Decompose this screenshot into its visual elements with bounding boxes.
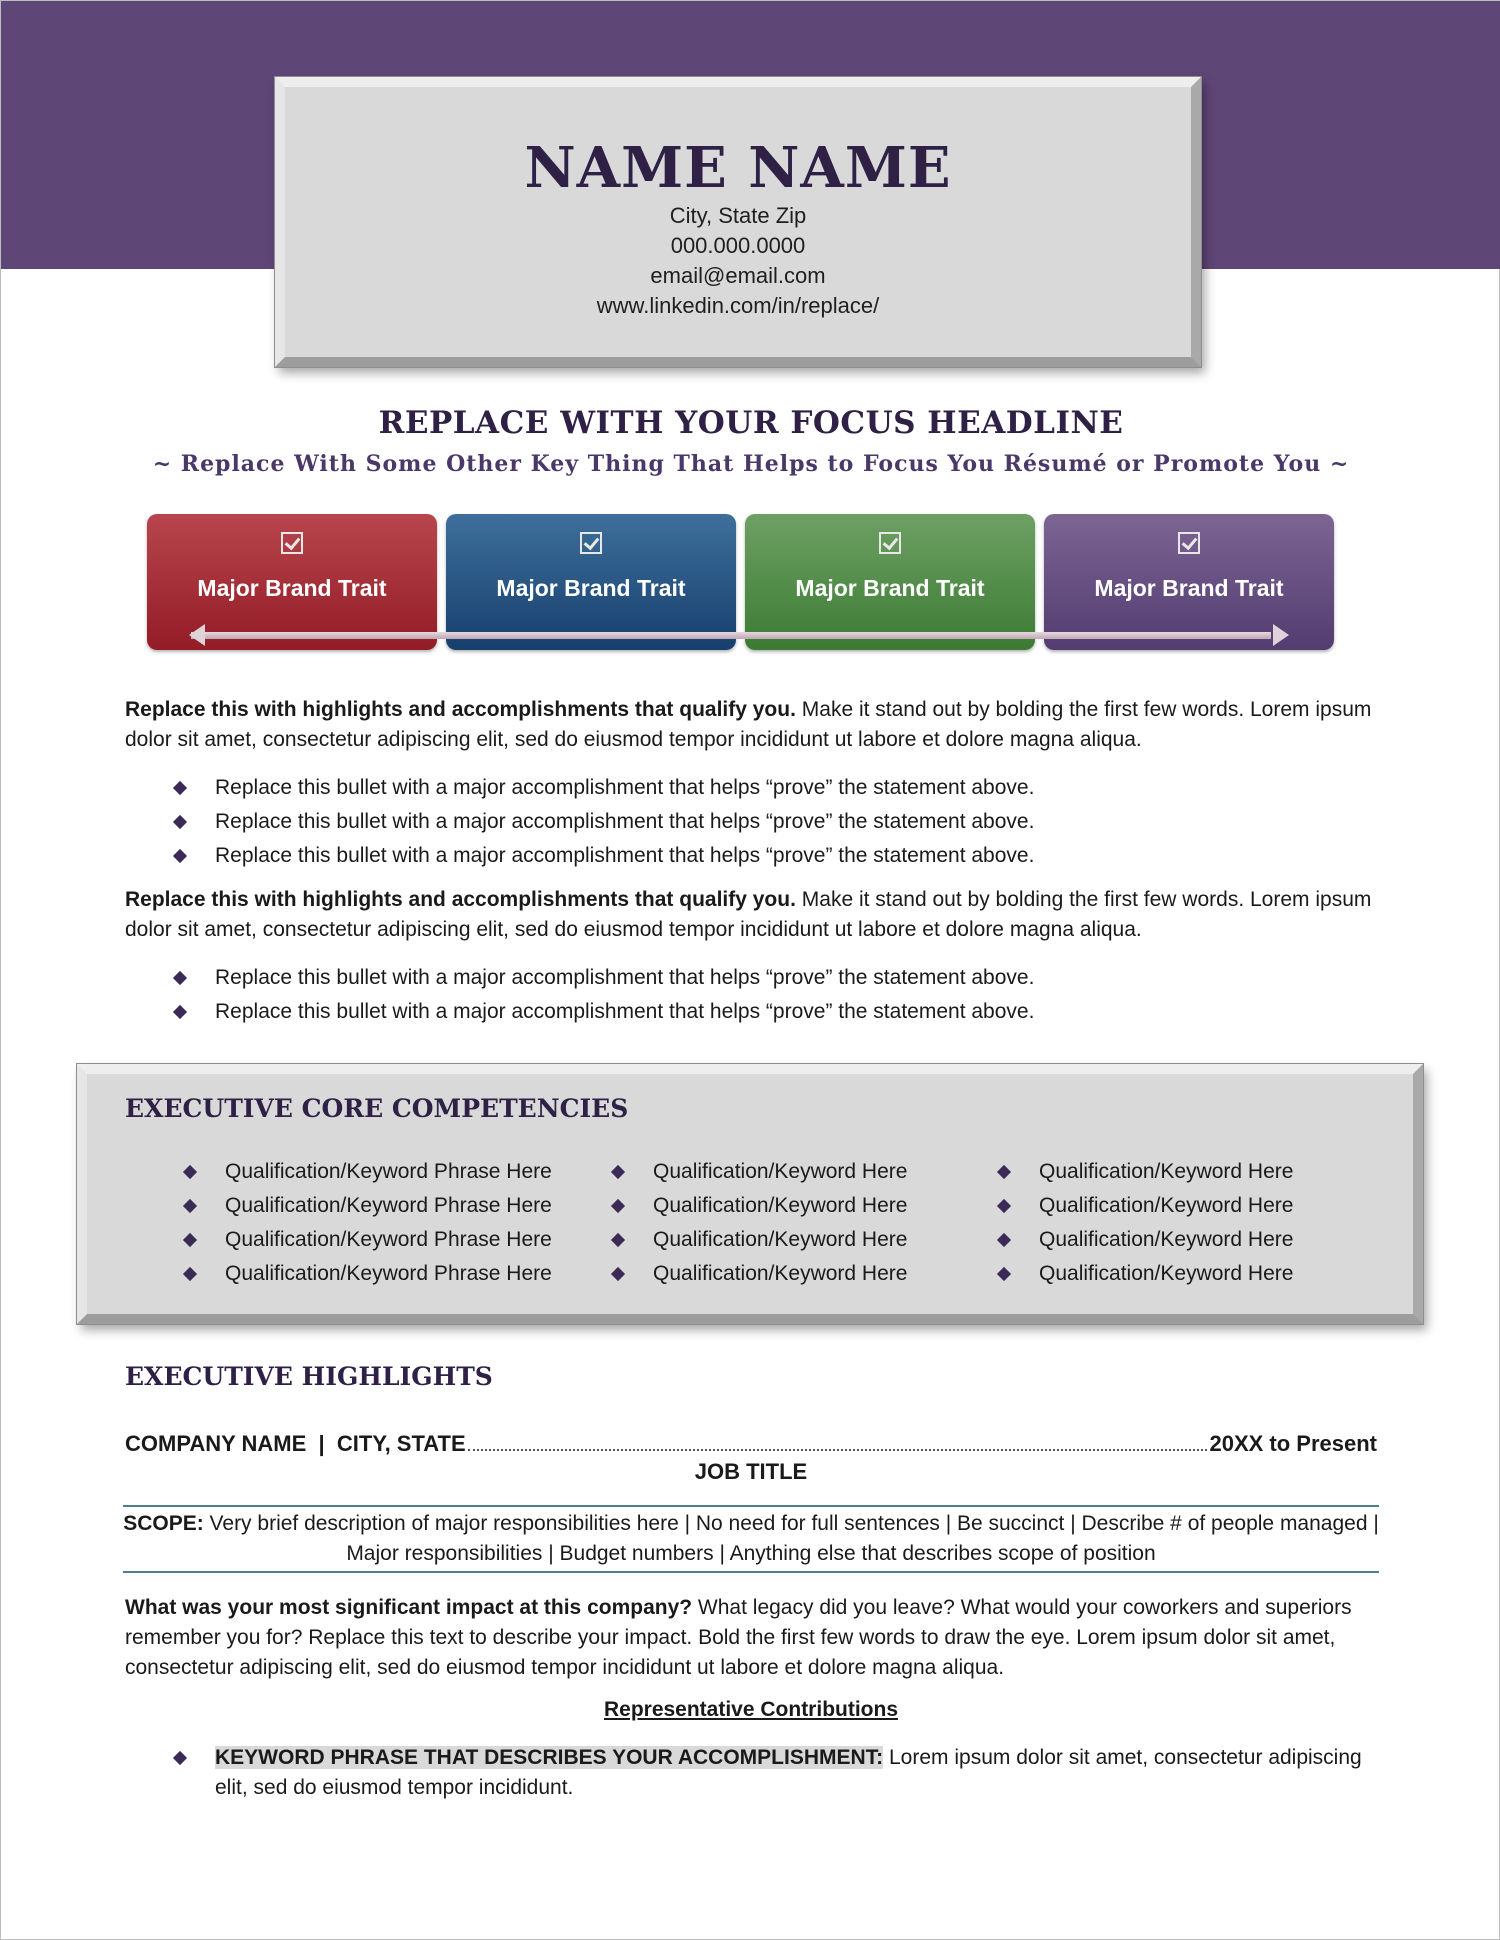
list-item: Qualification/Keyword Phrase Here — [181, 1155, 552, 1189]
scope-text: Very brief description of major responsibilities here | No need for full sentences | Be succinct | Describe # of people managed | Major responsibilities | Budget numbers | Anything else that describes scope of position — [203, 1512, 1379, 1565]
brand-trait-label: Major Brand Trait — [795, 575, 985, 601]
list-item: Replace this bullet with a major accomplishment that helps “prove” the statement above. — [171, 839, 1371, 873]
focus-subheadline: ~ Replace With Some Other Key Thing That Helps to Focus You Résumé or Promote You ~ — [152, 451, 1350, 477]
summary-bullets-2 — [171, 961, 1371, 1029]
brand-trait-3 — [745, 514, 1035, 650]
checkbox-icon — [1178, 532, 1200, 554]
double-arrow-icon — [191, 632, 1271, 639]
list-item: Qualification/Keyword Here — [609, 1223, 907, 1257]
diamond-bullet-icon — [173, 815, 187, 829]
diamond-bullet-icon — [611, 1199, 625, 1213]
list-item: Replace this bullet with a major accomplishment that helps “prove” the statement above. — [171, 771, 1371, 805]
diamond-bullet-icon — [183, 1199, 197, 1213]
contributions-title: Representative Contributions — [603, 1698, 899, 1721]
diamond-bullet-icon — [611, 1233, 625, 1247]
checkbox-icon — [281, 532, 303, 554]
list-item: Qualification/Keyword Here — [995, 1223, 1293, 1257]
diamond-bullet-icon — [173, 849, 187, 863]
diamond-bullet-icon — [183, 1233, 197, 1247]
brand-trait-label: Major Brand Trait — [1094, 575, 1284, 601]
highlights-title: EXECUTIVE HIGHLIGHTS — [125, 1362, 493, 1391]
contact-email: email@email.com — [650, 263, 826, 288]
company-name: COMPANY NAME | CITY, STATE — [125, 1431, 466, 1456]
competencies-title: EXECUTIVE CORE COMPETENCIES — [125, 1094, 629, 1123]
list-item: Qualification/Keyword Here — [609, 1155, 907, 1189]
competencies-column-2 — [609, 1155, 907, 1291]
competencies-column-3 — [995, 1155, 1293, 1291]
list-item: Qualification/Keyword Here — [609, 1189, 907, 1223]
brand-trait-label: Major Brand Trait — [197, 575, 387, 601]
list-item: Qualification/Keyword Here — [995, 1257, 1293, 1291]
employment-dates: 20XX to Present — [1209, 1431, 1377, 1456]
diamond-bullet-icon — [997, 1233, 1011, 1247]
diamond-bullet-icon — [183, 1267, 197, 1281]
summary-text: Make it stand out by bolding the first few words. Lorem ipsum dolor sit amet, consectetur adipiscing elit, sed do eiusmod tempor incididunt ut labore et dolore magna aliqua. — [125, 888, 1372, 941]
diamond-bullet-icon — [997, 1199, 1011, 1213]
brand-trait-label: Major Brand Trait — [496, 575, 686, 601]
company-line — [125, 1427, 1377, 1457]
scope-label: SCOPE: — [123, 1512, 204, 1535]
impact-lead: What was your most significant impact at this company? — [125, 1596, 693, 1619]
diamond-bullet-icon — [611, 1267, 625, 1281]
competencies-box — [77, 1064, 1423, 1324]
summary-lead: Replace this with highlights and accomplishments that qualify you. — [125, 698, 796, 721]
brand-trait-4 — [1044, 514, 1334, 650]
dot-leader — [468, 1449, 1208, 1451]
competencies-column-1 — [181, 1155, 552, 1291]
candidate-name: NAME NAME — [524, 135, 952, 201]
summary-paragraph-1 — [125, 695, 1379, 755]
summary-text: Make it stand out by bolding the first few words. Lorem ipsum dolor sit amet, consectetur adipiscing elit, sed do eiusmod tempor incididunt ut labore et dolore magna aliqua. — [125, 698, 1372, 751]
impact-text: What legacy did you leave? What would your coworkers and superiors remember you for? Replace this text to describe your impact. Bold the first few words to draw the eye. Lorem ipsum dolor sit amet, consectetur adipiscing elit, sed do eiusmod tempor incididunt ut labore et dolore magna aliqua. — [125, 1596, 1352, 1679]
brand-traits — [147, 514, 1337, 654]
brand-trait-2 — [446, 514, 736, 650]
contact-city: City, State Zip — [669, 203, 807, 228]
focus-headline: REPLACE WITH YOUR FOCUS HEADLINE — [378, 405, 1124, 441]
list-item: Qualification/Keyword Phrase Here — [181, 1189, 552, 1223]
list-item: Qualification/Keyword Phrase Here — [181, 1223, 552, 1257]
diamond-bullet-icon — [611, 1165, 625, 1179]
diamond-bullet-icon — [173, 971, 187, 985]
list-item — [171, 1743, 1381, 1803]
list-item: Qualification/Keyword Here — [609, 1257, 907, 1291]
list-item: Replace this bullet with a major accomplishment that helps “prove” the statement above. — [171, 995, 1371, 1029]
summary-bullets-1 — [171, 771, 1371, 873]
checkbox-icon — [580, 532, 602, 554]
scope-block — [123, 1505, 1379, 1573]
job-title: JOB TITLE — [694, 1459, 808, 1484]
impact-paragraph — [125, 1593, 1379, 1683]
summary-paragraph-2 — [125, 885, 1379, 945]
arrow-left-icon — [189, 624, 205, 646]
contribution-keyword: KEYWORD PHRASE THAT DESCRIBES YOUR ACCOMPLISHMENT: — [215, 1746, 884, 1769]
diamond-bullet-icon — [997, 1267, 1011, 1281]
contributions-list — [171, 1743, 1381, 1803]
list-item: Replace this bullet with a major accomplishment that helps “prove” the statement above. — [171, 961, 1371, 995]
list-item: Replace this bullet with a major accomplishment that helps “prove” the statement above. — [171, 805, 1371, 839]
diamond-bullet-icon — [173, 1751, 187, 1765]
diamond-bullet-icon — [173, 781, 187, 795]
diamond-bullet-icon — [997, 1165, 1011, 1179]
diamond-bullet-icon — [173, 1005, 187, 1019]
checkbox-icon — [879, 532, 901, 554]
contact-phone: 000.000.0000 — [670, 233, 806, 258]
list-item: Qualification/Keyword Phrase Here — [181, 1257, 552, 1291]
arrow-right-icon — [1273, 624, 1289, 646]
summary-lead: Replace this with highlights and accomplishments that qualify you. — [125, 888, 796, 911]
contact-linkedin: www.linkedin.com/in/replace/ — [596, 293, 880, 318]
contribution-text: Lorem ipsum dolor sit amet, consectetur adipiscing elit, sed do eiusmod tempor incididunt. — [215, 1746, 1362, 1799]
diamond-bullet-icon — [183, 1165, 197, 1179]
list-item: Qualification/Keyword Here — [995, 1189, 1293, 1223]
name-card — [275, 77, 1201, 367]
list-item: Qualification/Keyword Here — [995, 1155, 1293, 1189]
